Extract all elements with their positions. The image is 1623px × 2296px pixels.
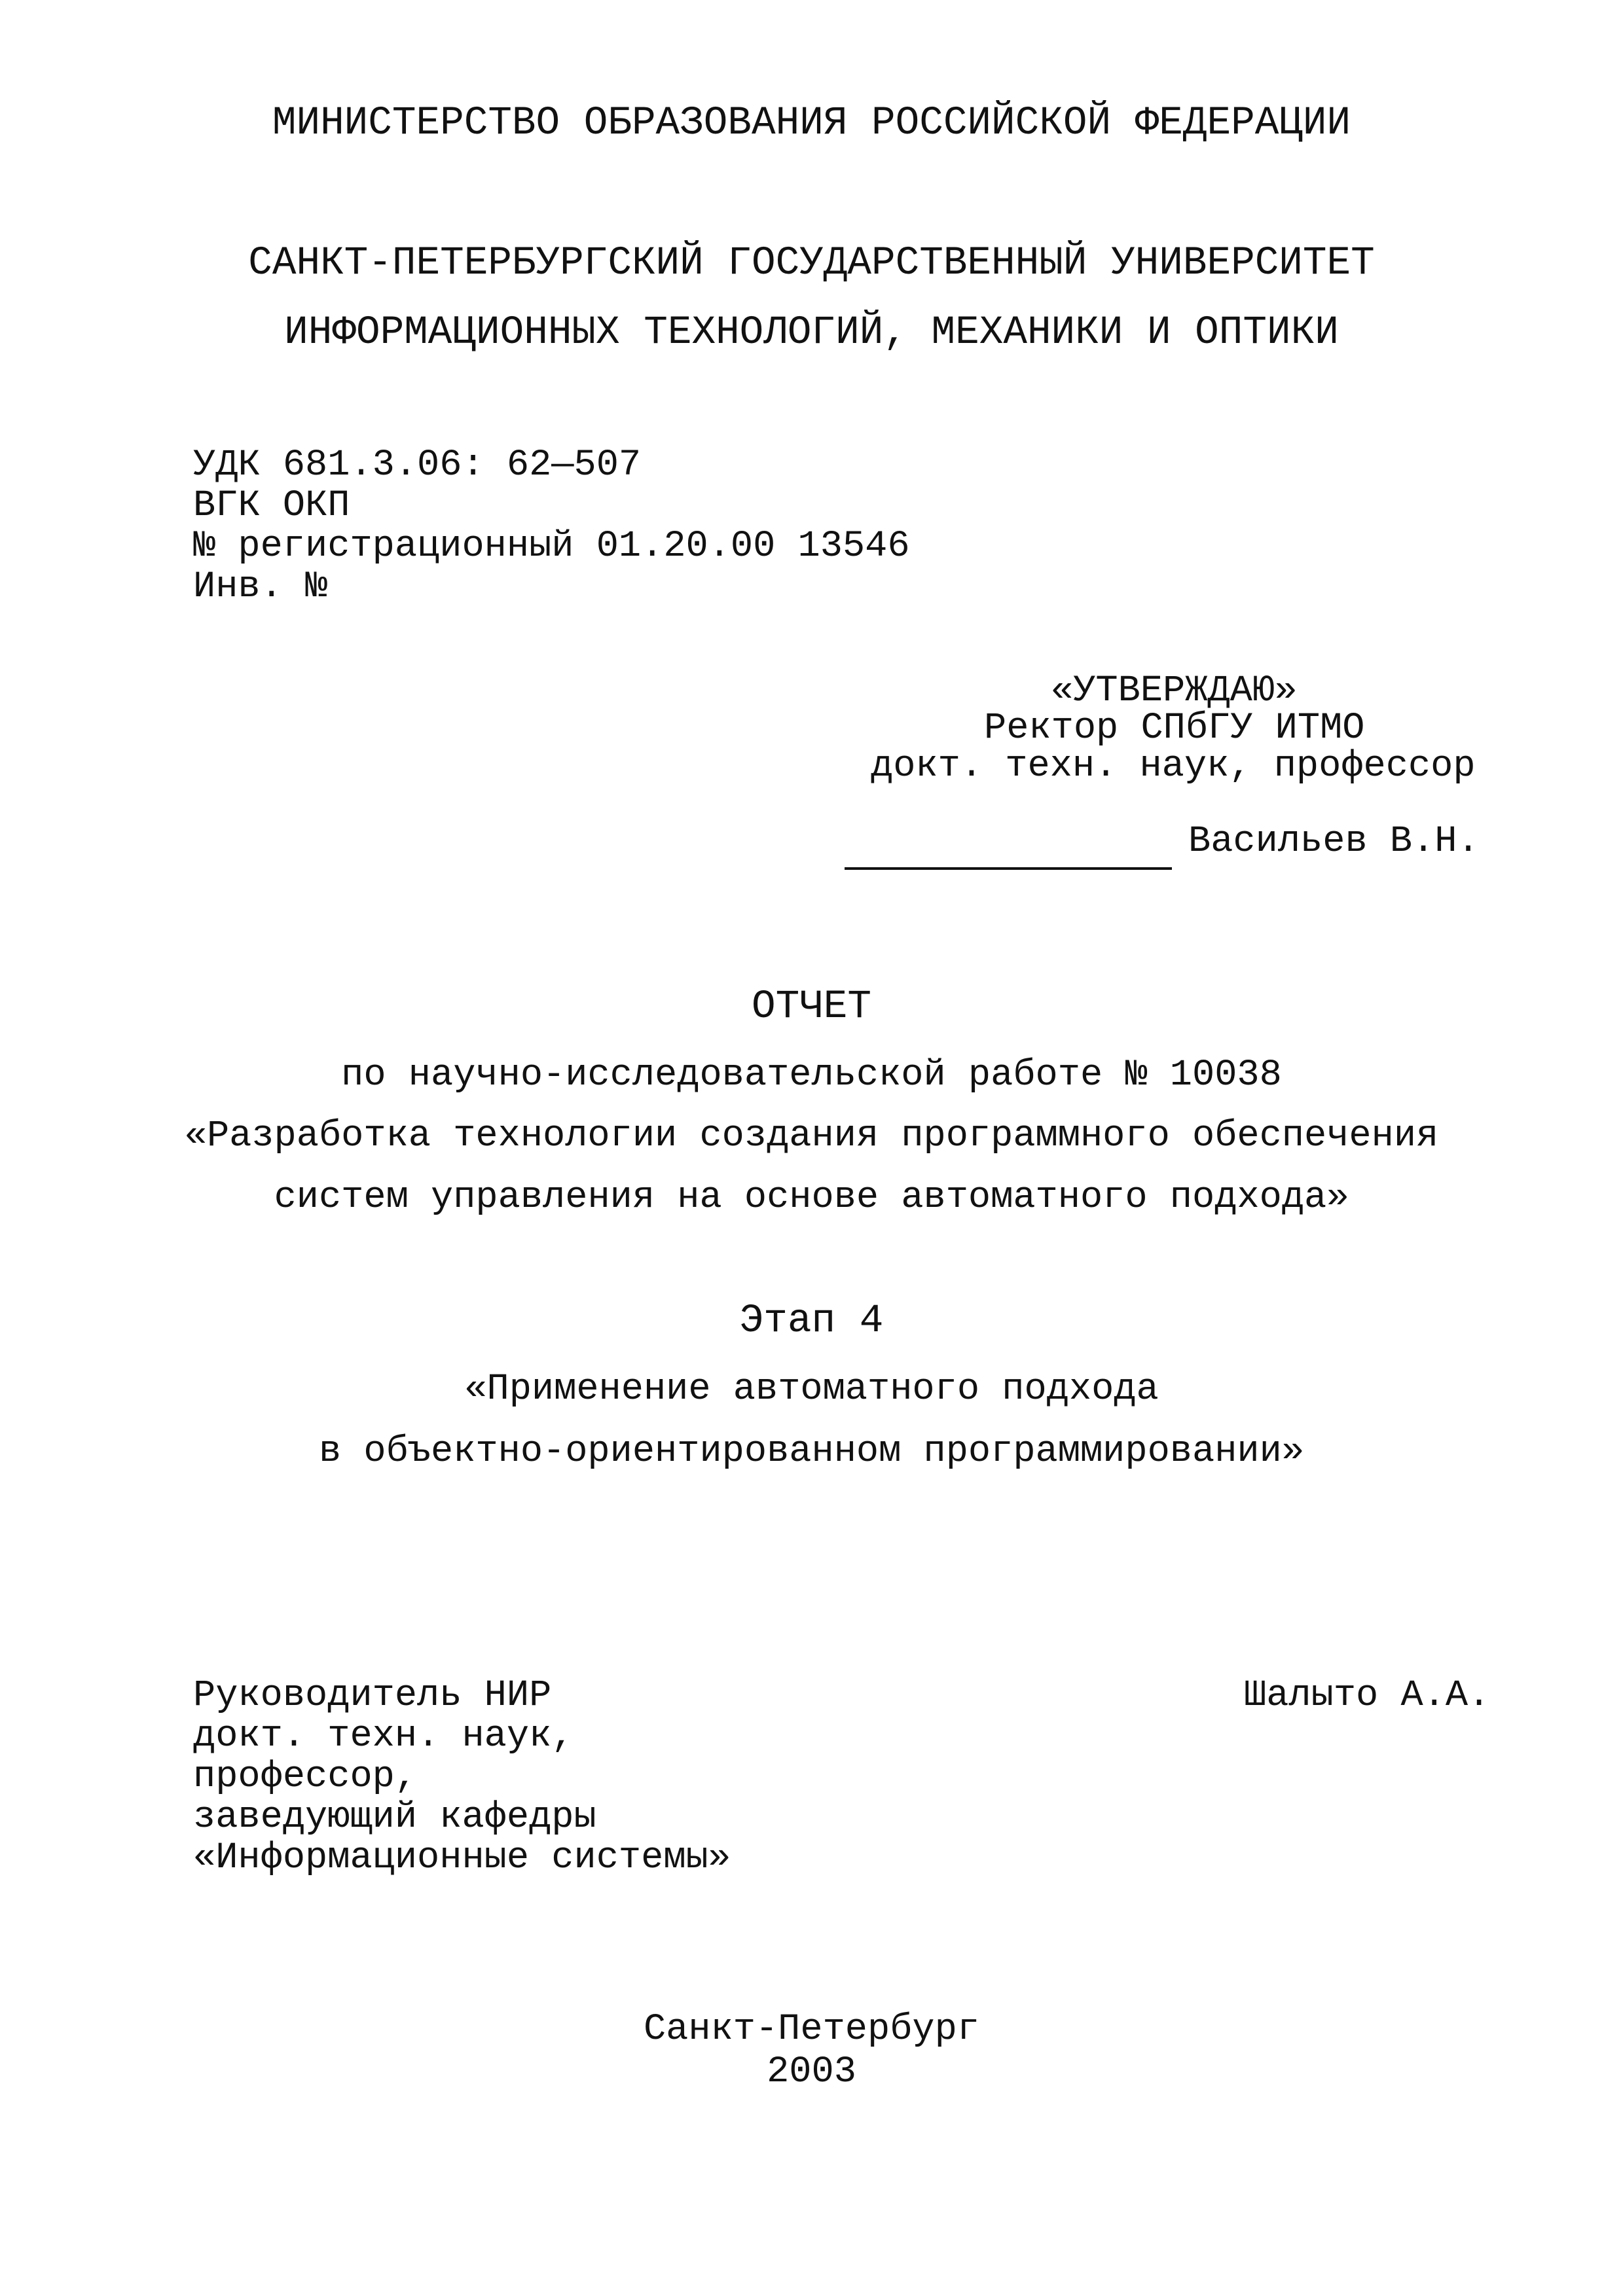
approver-position: Ректор СПбГУ ИТМО — [984, 708, 1365, 749]
approval-stamp: «УТВЕРЖДАЮ» — [1051, 670, 1298, 712]
vgk-okp: ВГК ОКП — [193, 485, 350, 527]
udk-code: УДК 681.3.06: 62—507 — [193, 444, 642, 486]
supervisor-department: заведующий кафедры — [193, 1797, 596, 1839]
signature-line — [845, 867, 1172, 870]
ministry-heading: МИНИСТЕРСТВО ОБРАЗОВАНИЯ РОССИЙСКОЙ ФЕДЕРАЦИИ — [272, 101, 1351, 146]
stage-topic-line1: «Применение автоматного подхода — [464, 1369, 1159, 1410]
supervisor-degree: докт. техн. наук, — [193, 1715, 574, 1757]
footer-year: 2003 — [767, 2051, 856, 2093]
inventory-number: Инв. № — [193, 566, 328, 608]
report-title: ОТЧЕТ — [751, 984, 872, 1030]
registration-number: № регистрационный 01.20.00 13546 — [193, 526, 910, 567]
approver-degree: докт. техн. наук, профессор — [871, 745, 1476, 787]
supervisor-role: Руководитель НИР — [193, 1675, 552, 1717]
approver-name: Васильев В.Н. — [1188, 821, 1480, 863]
supervisor-department-name: «Информационные системы» — [193, 1837, 731, 1879]
report-subtitle: по научно-исследовательской работе № 10038 — [341, 1054, 1282, 1096]
stage-heading: Этап 4 — [739, 1299, 884, 1344]
report-topic-line1: «Разработка технологии создания программного обеспечения — [184, 1115, 1439, 1157]
report-topic-line2: систем управления на основе автоматного подхода» — [274, 1177, 1349, 1219]
university-name-line1: САНКТ-ПЕТЕРБУРГСКИЙ ГОСУДАРСТВЕННЫЙ УНИВЕРСИТЕТ — [248, 241, 1375, 286]
supervisor-name: Шалыто А.А. — [1244, 1675, 1491, 1717]
stage-topic-line2: в объектно-ориентированном программировании» — [318, 1431, 1305, 1473]
supervisor-title: профессор, — [193, 1756, 418, 1798]
university-name-line2: ИНФОРМАЦИОННЫХ ТЕХНОЛОГИЙ, МЕХАНИКИ И ОПТИКИ — [284, 310, 1339, 355]
footer-city: Санкт-Петербург — [643, 2009, 980, 2051]
